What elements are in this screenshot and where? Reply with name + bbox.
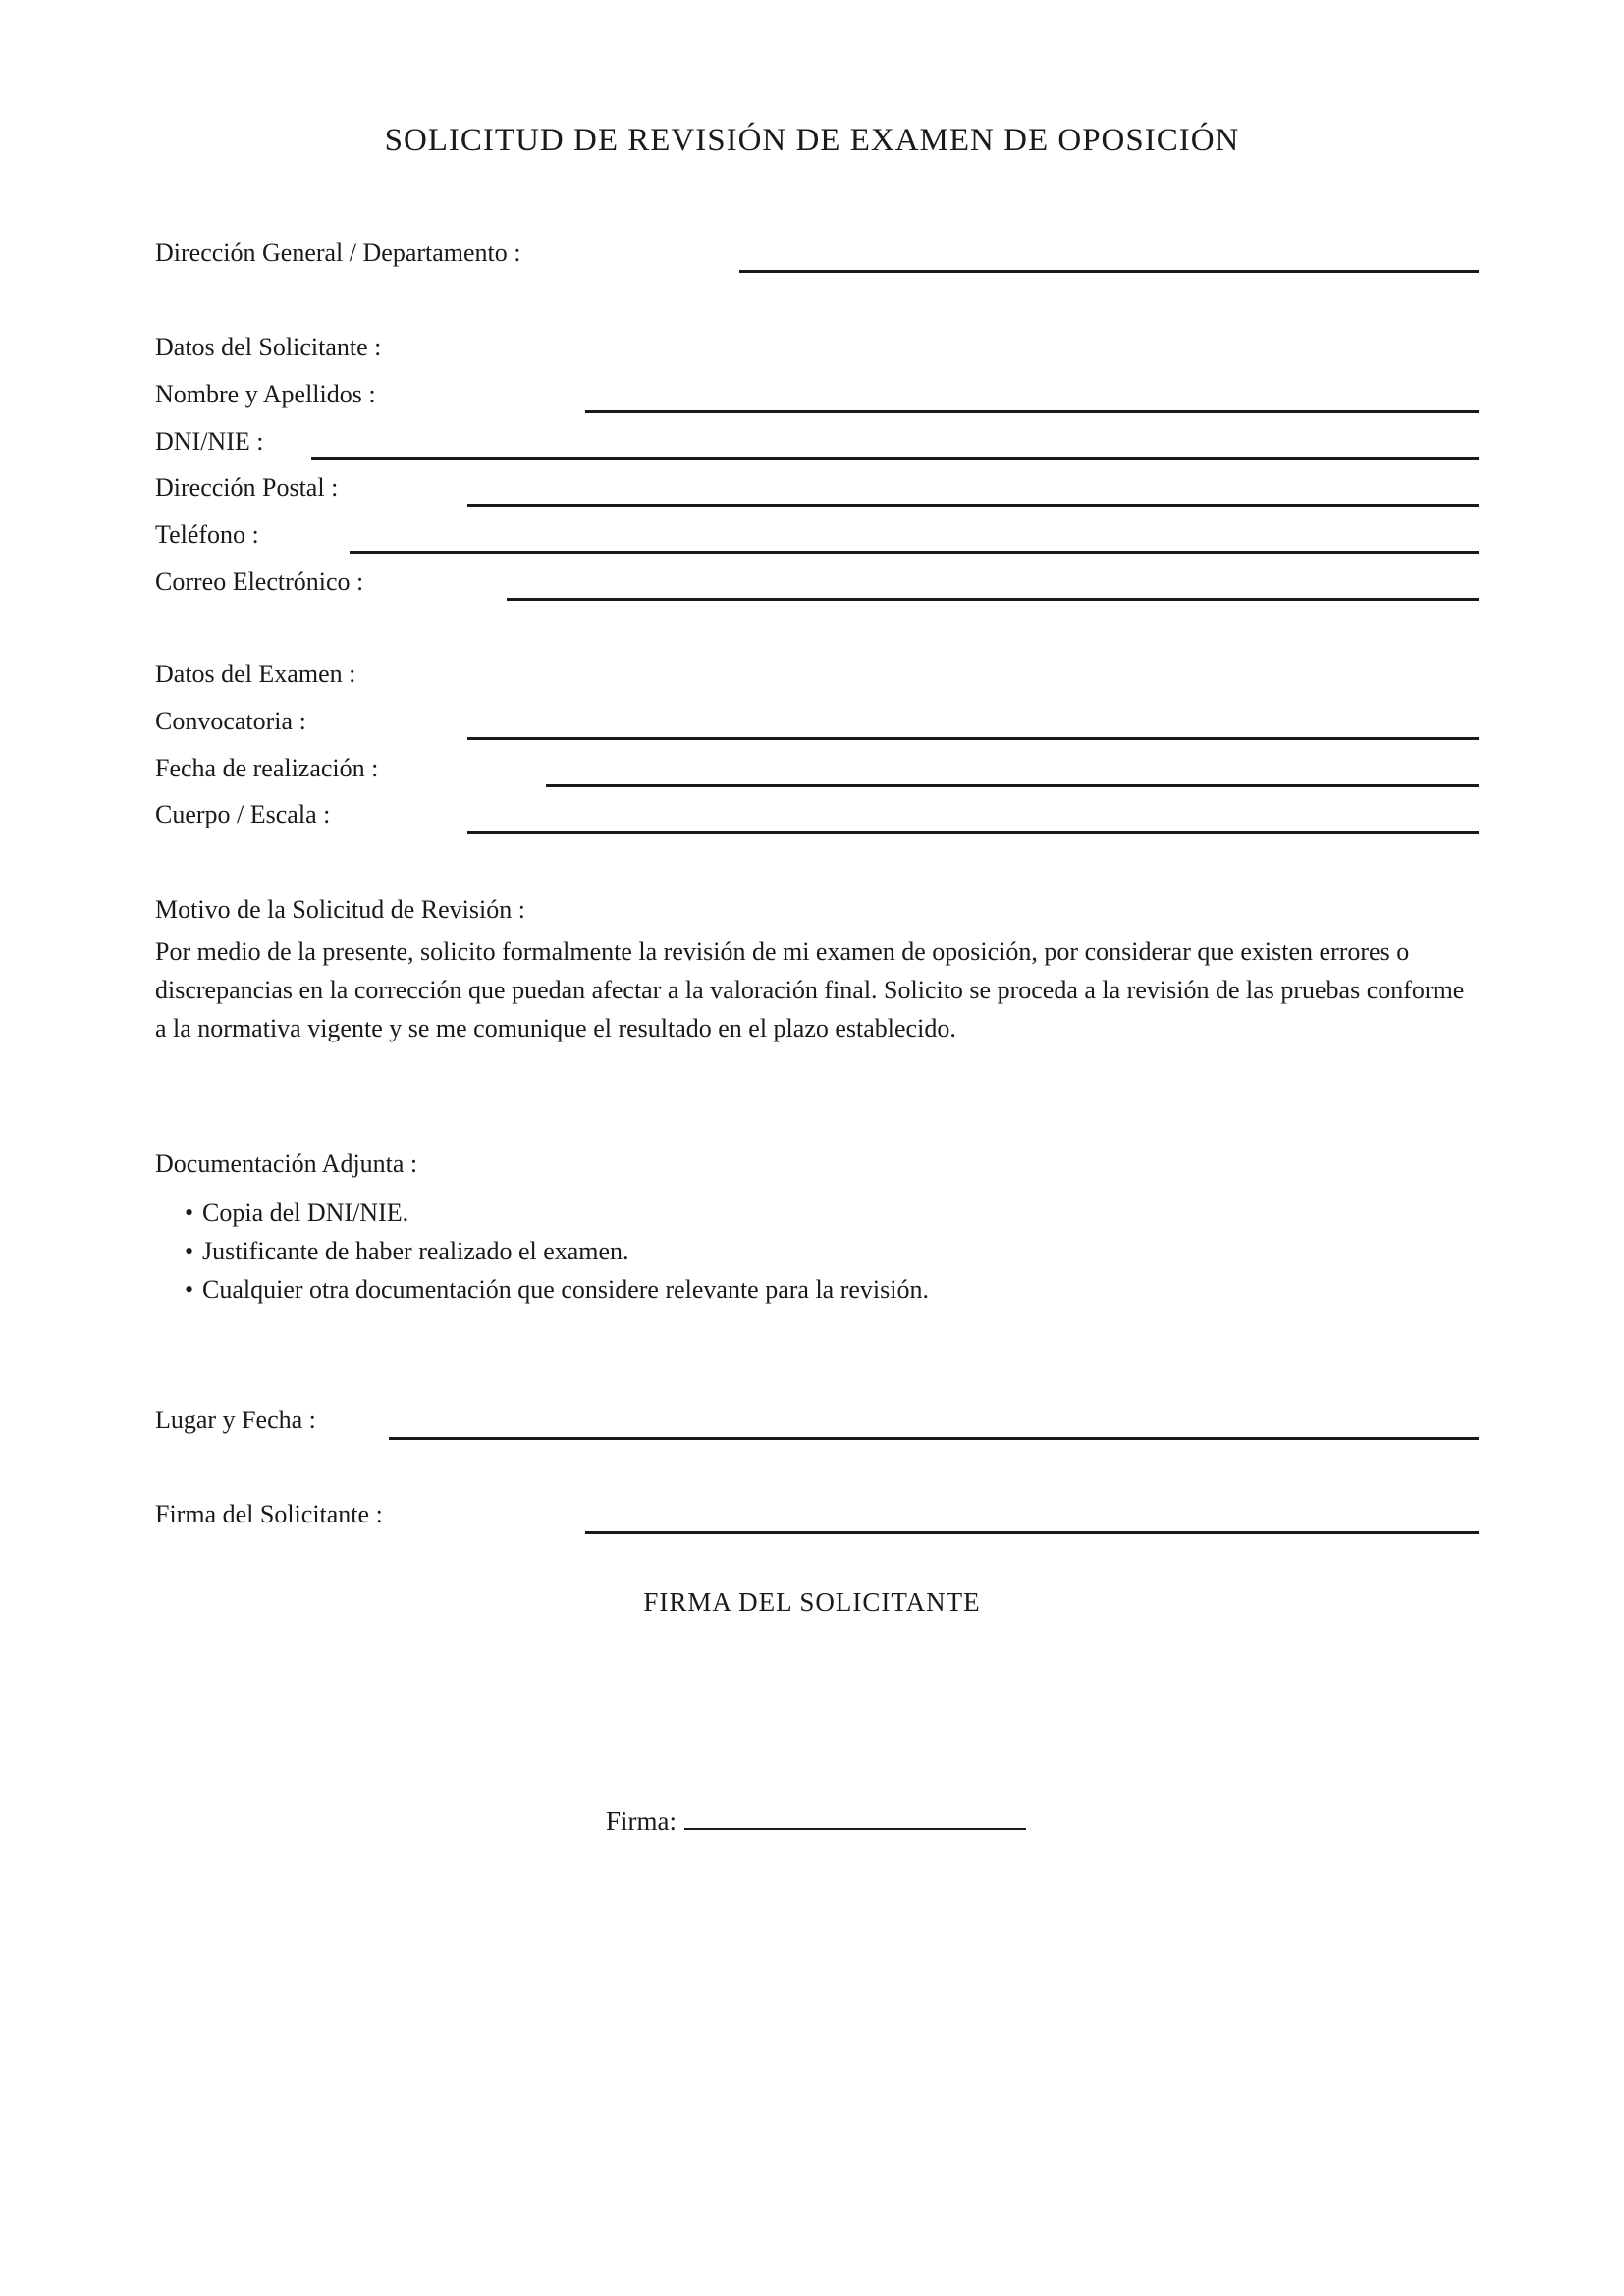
document-title: SOLICITUD DE REVISIÓN DE EXAMEN DE OPOSICIÓN xyxy=(384,123,1240,158)
direccion-general-label: Dirección General / Departamento : xyxy=(155,239,521,267)
firma-row xyxy=(606,1806,1026,1837)
direccion-postal-label: Dirección Postal : xyxy=(155,473,339,502)
convocatoria-label: Convocatoria : xyxy=(155,707,306,735)
list-item xyxy=(185,1270,929,1308)
list-item-text: Cualquier otra documentación que considere relevante para la revisión. xyxy=(202,1275,929,1304)
cuerpo-escala-field[interactable] xyxy=(467,831,1479,834)
lugar-fecha-label: Lugar y Fecha : xyxy=(155,1406,316,1434)
documentacion-heading: Documentación Adjunta : xyxy=(155,1149,418,1178)
dni-label: DNI/NIE : xyxy=(155,427,264,455)
list-item-text: Justificante de haber realizado el examen. xyxy=(202,1237,629,1265)
direccion-postal-field[interactable] xyxy=(467,504,1479,507)
firma-caption: FIRMA DEL SOLICITANTE xyxy=(643,1587,981,1617)
convocatoria-field[interactable] xyxy=(467,737,1479,740)
list-item-text: Copia del DNI/NIE. xyxy=(202,1199,409,1227)
firma-field[interactable] xyxy=(684,1808,1026,1830)
firma-label: Firma: xyxy=(606,1806,677,1836)
correo-field[interactable] xyxy=(507,598,1479,601)
datos-solicitante-heading: Datos del Solicitante : xyxy=(155,333,382,361)
list-item xyxy=(185,1194,929,1232)
bullet-icon: • xyxy=(185,1199,194,1227)
telefono-field[interactable] xyxy=(350,551,1479,554)
bullet-icon: • xyxy=(185,1275,194,1304)
nombre-label: Nombre y Apellidos : xyxy=(155,380,376,408)
bullet-icon: • xyxy=(185,1237,194,1265)
motivo-heading: Motivo de la Solicitud de Revisión : xyxy=(155,895,525,924)
fecha-realizacion-field[interactable] xyxy=(546,784,1479,787)
correo-label: Correo Electrónico : xyxy=(155,567,364,596)
firma-solicitante-field[interactable] xyxy=(585,1531,1479,1534)
motivo-text: Por medio de la presente, solicito formalmente la revisión de mi examen de oposición, por considerar que existen errores o discrepancias en la corrección que puedan afectar a la valoración final. Solicito se proceda a la revisión de las pruebas conforme a la normativa vigente y se me comunique el resultado en el plazo establecido. xyxy=(155,937,1465,1042)
list-item xyxy=(185,1232,929,1270)
documentacion-list xyxy=(185,1194,929,1308)
nombre-field[interactable] xyxy=(585,410,1479,413)
cuerpo-escala-label: Cuerpo / Escala : xyxy=(155,800,331,828)
dni-field[interactable] xyxy=(311,457,1479,460)
direccion-general-field[interactable] xyxy=(739,270,1479,273)
datos-examen-heading: Datos del Examen : xyxy=(155,660,356,688)
lugar-fecha-field[interactable] xyxy=(389,1437,1479,1440)
firma-solicitante-label: Firma del Solicitante : xyxy=(155,1500,383,1528)
telefono-label: Teléfono : xyxy=(155,520,259,549)
fecha-realizacion-label: Fecha de realización : xyxy=(155,754,379,782)
